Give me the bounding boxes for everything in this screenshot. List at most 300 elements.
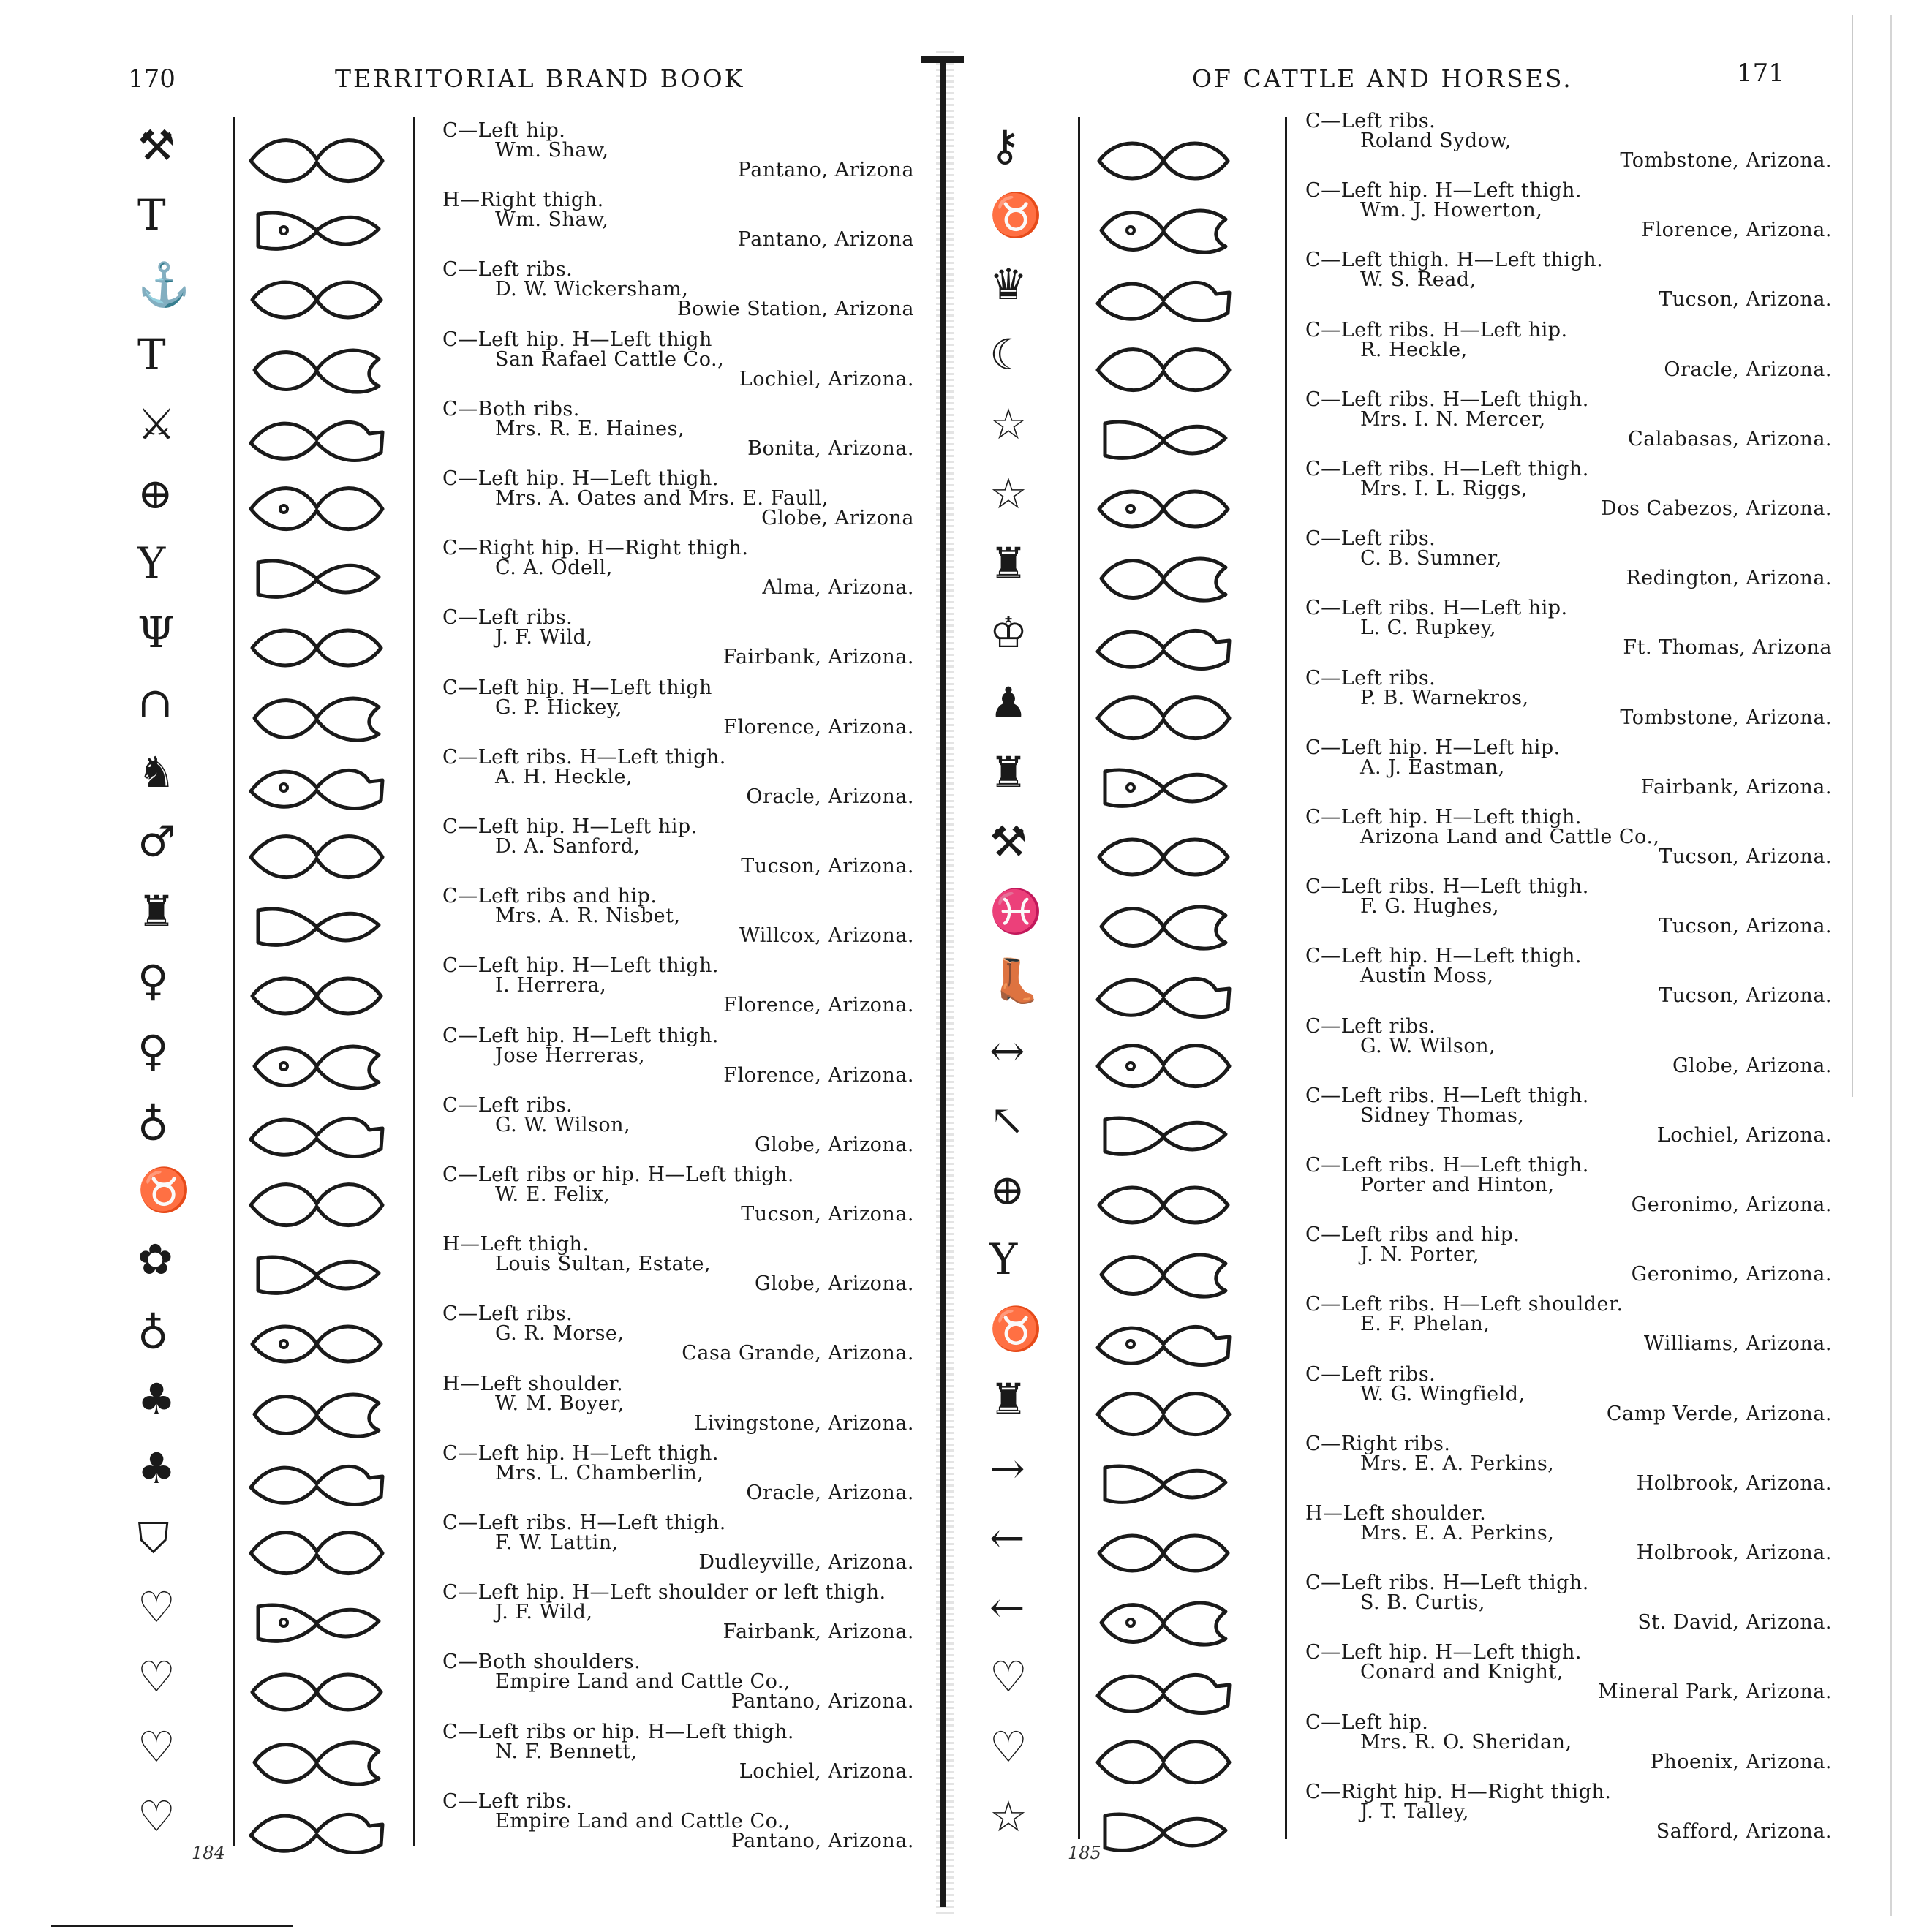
brand-mark-glyph: ⚓	[137, 260, 191, 310]
left-brand-figure-icon	[240, 828, 393, 886]
brand-registration: C—Left hip. H—Left thigh.	[442, 954, 719, 978]
owner-location: Safford, Arizona.	[1656, 1819, 1832, 1843]
owner-location: Lochiel, Arizona.	[739, 1759, 914, 1783]
owner-location: Tombstone, Arizona.	[1620, 706, 1832, 729]
brand-mark-glyph: ☾	[989, 329, 1027, 380]
owner-location: Fairbank, Arizona.	[723, 646, 914, 669]
brand-mark-glyph: ↖	[989, 1095, 1025, 1145]
owner-location: Florence, Arizona.	[1641, 219, 1832, 242]
brand-mark-glyph: ♁	[137, 1095, 169, 1145]
brand-mark-glyph: ⚔	[137, 399, 176, 449]
brand-entry	[442, 817, 914, 876]
brand-registration: C—Left ribs. H—Left hip.	[1305, 597, 1568, 620]
brand-mark-glyph: ∩	[137, 677, 173, 728]
owner-location: Tombstone, Arizona.	[1620, 149, 1832, 172]
owner-name: A. H. Heckle,	[495, 765, 633, 788]
brand-entry	[1305, 597, 1832, 660]
brand-registration: C—Left ribs. H—Left thigh.	[1305, 1571, 1589, 1595]
brand-registration: C—Left hip. H—Left thigh.	[1305, 806, 1582, 829]
owner-location: Oracle, Arizona.	[746, 1481, 914, 1504]
left-brand-figure-icon	[240, 758, 393, 817]
brand-entry	[1305, 1016, 1832, 1076]
brand-entry	[1305, 390, 1832, 449]
owner-name: Jose Herreras,	[495, 1044, 646, 1067]
owner-location: Pantano, Arizona.	[731, 1690, 914, 1713]
left-brand-figure-icon	[240, 341, 393, 399]
owner-location: Holbrook, Arizona.	[1636, 1542, 1832, 1564]
brand-entry	[1305, 320, 1832, 380]
brand-registration: C—Left ribs.	[442, 1789, 573, 1813]
brand-entry	[442, 1513, 914, 1572]
brand-mark-glyph: ♡	[137, 1582, 176, 1633]
right-brand-figure-icon	[1087, 689, 1240, 747]
owner-location: Calabasas, Arizona.	[1628, 427, 1832, 450]
owner-name: Louis Sultan, Estate,	[495, 1253, 712, 1276]
owner-location: Tucson, Arizona.	[1659, 915, 1832, 938]
owner-location: Oracle, Arizona.	[1664, 358, 1832, 381]
brand-entry	[1305, 668, 1832, 728]
owner-name: Sidney Thomas,	[1360, 1103, 1525, 1127]
brand-entry	[442, 886, 914, 946]
right-brand-figure-icon	[1087, 1593, 1240, 1652]
brand-registration: C—Left hip.	[442, 119, 566, 142]
brand-mark-glyph: ♛	[989, 260, 1027, 310]
brand-entry	[1305, 111, 1832, 170]
owner-location: Williams, Arizona.	[1643, 1332, 1832, 1356]
left-brand-figure-icon	[240, 1106, 393, 1165]
left-brand-figure-icon	[240, 549, 393, 608]
brand-mark-glyph: ♜	[137, 886, 176, 937]
right-page	[943, 0, 1916, 1932]
owner-name: W. S. Read,	[1360, 268, 1476, 292]
owner-location: Redington, Arizona.	[1626, 567, 1832, 590]
owner-location: Florence, Arizona.	[723, 1063, 914, 1087]
owner-location: St. David, Arizona.	[1637, 1611, 1832, 1634]
right-page-number: 171	[1737, 59, 1784, 88]
owner-location: Alma, Arizona.	[762, 576, 914, 600]
brand-registration: C—Left thigh. H—Left thigh.	[1305, 249, 1604, 272]
right-brand-figure-icon	[1087, 1524, 1240, 1582]
owner-location: Pantano, Arizona	[737, 159, 914, 181]
owner-location: Camp Verde, Arizona.	[1606, 1402, 1832, 1425]
owner-name: G. W. Wilson,	[1360, 1034, 1496, 1057]
owner-name: I. Herrera,	[495, 974, 607, 997]
brand-entry	[442, 330, 914, 389]
brand-entry	[442, 1789, 914, 1852]
brand-entry	[1305, 249, 1832, 312]
owner-name: R. Heckle,	[1360, 338, 1468, 361]
brand-mark-glyph: ☆	[989, 399, 1027, 449]
brand-mark-glyph: ♡	[989, 1652, 1027, 1702]
brand-entry	[442, 260, 914, 319]
owner-name: E. F. Phelan,	[1360, 1313, 1490, 1336]
brand-entry	[1305, 1294, 1832, 1354]
right-brand-figure-icon	[1087, 271, 1240, 329]
brand-registration: H—Left shoulder.	[442, 1372, 624, 1395]
right-brand-figure-icon	[1087, 1315, 1240, 1373]
brand-registration: C—Left ribs. H—Left thigh.	[1305, 388, 1589, 411]
brand-registration: C—Right hip. H—Right thigh.	[1305, 1780, 1612, 1803]
brand-registration: C—Both shoulders.	[442, 1650, 641, 1674]
owner-name: Empire Land and Cattle Co.,	[495, 1670, 791, 1694]
owner-name: J. F. Wild,	[495, 626, 593, 649]
brand-mark-glyph: 👢	[989, 956, 1043, 1006]
owner-name: A. J. Eastman,	[1360, 755, 1505, 779]
owner-location: Tucson, Arizona.	[741, 855, 914, 878]
brand-mark-glyph: ♜	[989, 747, 1027, 797]
owner-location: Livingstone, Arizona.	[694, 1411, 914, 1435]
brand-registration: C—Both ribs.	[442, 397, 580, 420]
brand-mark-glyph: ⚷	[989, 121, 1021, 170]
brand-mark-glyph: T	[137, 329, 166, 380]
brand-entry	[442, 1234, 914, 1294]
left-brand-figure-icon	[240, 1733, 393, 1792]
left-folio-mark: 184	[192, 1843, 225, 1863]
brand-mark-glyph: ♉	[137, 1165, 191, 1215]
brand-entry	[442, 1026, 914, 1085]
left-brand-figure-icon	[240, 897, 393, 956]
left-brand-figure-icon	[240, 689, 393, 747]
owner-location: Globe, Arizona.	[755, 1133, 914, 1156]
owner-name: Empire Land and Cattle Co.,	[495, 1809, 791, 1833]
owner-location: Bonita, Arizona.	[747, 437, 914, 460]
owner-location: Phoenix, Arizona.	[1650, 1750, 1832, 1773]
owner-location: Florence, Arizona.	[723, 715, 914, 739]
left-brand-figure-icon	[240, 1176, 393, 1234]
owner-name: San Rafael Cattle Co.,	[495, 347, 725, 371]
bottom-rule	[51, 1925, 293, 1927]
brand-registration: C—Left ribs. H—Left thigh.	[442, 745, 726, 769]
owner-location: Fairbank, Arizona.	[723, 1620, 914, 1644]
right-column-rule-2	[1285, 117, 1287, 1839]
brand-registration: C—Left hip. H—Left thigh.	[1305, 1641, 1582, 1664]
right-brand-figure-icon	[1087, 1037, 1240, 1095]
brand-entry	[1305, 1434, 1832, 1493]
owner-name: Conard and Knight,	[1360, 1661, 1564, 1684]
brand-entry	[1305, 1362, 1832, 1425]
left-brand-figure-icon	[240, 1524, 393, 1582]
owner-name: N. F. Bennett,	[495, 1740, 638, 1763]
brand-entry	[1305, 529, 1832, 588]
brand-registration: C—Left hip.	[1305, 1710, 1429, 1734]
brand-mark-glyph: ✿	[137, 1234, 173, 1285]
owner-name: Mrs. A. Oates and Mrs. E. Faull,	[495, 487, 829, 510]
left-brand-figure-icon	[240, 271, 393, 329]
owner-location: Geronimo, Arizona.	[1631, 1193, 1832, 1216]
left-brand-figure-icon	[240, 480, 393, 538]
brand-entry	[1305, 181, 1832, 240]
brand-mark-glyph: ♜	[989, 1373, 1027, 1424]
right-brand-figure-icon	[1087, 1733, 1240, 1792]
right-brand-figure-icon	[1087, 132, 1240, 190]
brand-mark-glyph: ♉	[989, 190, 1043, 241]
owner-location: Mineral Park, Arizona.	[1598, 1680, 1832, 1704]
left-brand-figure-icon	[240, 1663, 393, 1721]
brand-entry	[442, 1441, 914, 1504]
owner-name: W. M. Boyer,	[495, 1392, 625, 1415]
brand-registration: C—Left ribs.	[442, 258, 573, 282]
left-brand-figure-icon	[240, 1803, 393, 1861]
left-brand-figure-icon	[240, 1385, 393, 1444]
brand-entry	[442, 469, 914, 528]
owner-location: Tucson, Arizona.	[1659, 845, 1832, 868]
brand-mark-glyph: ⊕	[137, 469, 173, 518]
brand-mark-glyph: ♁	[137, 1304, 169, 1354]
owner-location: Globe, Arizona	[761, 507, 914, 529]
brand-registration: H—Right thigh.	[442, 189, 604, 212]
right-brand-figure-icon	[1087, 828, 1240, 886]
owner-name: Mrs. I. L. Riggs,	[1360, 478, 1528, 500]
brand-mark-glyph: ♣	[137, 1373, 176, 1424]
right-brand-figure-icon	[1087, 1106, 1240, 1165]
owner-name: G. P. Hickey,	[495, 695, 623, 719]
owner-name: Porter and Hinton,	[1360, 1174, 1555, 1196]
owner-name: Mrs. E. A. Perkins,	[1360, 1522, 1555, 1544]
brand-mark-glyph: ⚒	[989, 817, 1027, 867]
right-brand-figure-icon	[1087, 1663, 1240, 1721]
brand-entry	[1305, 945, 1832, 1008]
owner-name: Mrs. L. Chamberlin,	[495, 1461, 704, 1484]
owner-name: Roland Sydow,	[1360, 129, 1512, 152]
brand-mark-glyph: T	[137, 190, 166, 241]
right-brand-figure-icon	[1087, 619, 1240, 677]
owner-location: Fairbank, Arizona.	[1640, 775, 1832, 799]
brand-registration: C—Left ribs. H—Left thigh.	[1305, 1084, 1589, 1107]
brand-entry	[442, 608, 914, 667]
brand-registration: C—Left hip. H—Left thigh.	[1305, 179, 1582, 203]
left-brand-figure-icon	[240, 1037, 393, 1095]
left-column-rule-2	[413, 117, 415, 1846]
owner-name: C. A. Odell,	[495, 556, 613, 580]
owner-location: Globe, Arizona.	[1672, 1054, 1832, 1077]
right-brand-figure-icon	[1087, 1385, 1240, 1444]
right-brand-figure-icon	[1087, 549, 1240, 608]
brand-entry	[1305, 1225, 1832, 1284]
right-brand-figure-icon	[1087, 410, 1240, 469]
brand-registration: C—Left hip. H—Left hip.	[1305, 736, 1561, 759]
brand-mark-glyph: →	[989, 1443, 1025, 1493]
owner-name: Mrs. R. O. Sheridan,	[1360, 1730, 1572, 1754]
brand-registration: C—Left ribs.	[1305, 110, 1436, 132]
owner-name: D. W. Wickersham,	[495, 278, 689, 301]
owner-name: P. B. Warnekros,	[1360, 686, 1529, 709]
right-brand-figure-icon	[1087, 201, 1240, 260]
owner-name: W. E. Felix,	[495, 1183, 611, 1206]
brand-registration: C—Left ribs. H—Left thigh.	[1305, 458, 1589, 480]
brand-registration: C—Left ribs.	[442, 606, 573, 630]
brand-registration: C—Left hip. H—Left hip.	[442, 815, 698, 838]
brand-mark-glyph: ♞	[137, 747, 176, 797]
brand-registration: C—Left hip. H—Left shoulder or left thigh.	[442, 1581, 886, 1604]
brand-entry	[1305, 1503, 1832, 1563]
owner-location: Lochiel, Arizona.	[1656, 1123, 1832, 1147]
brand-registration: C—Left ribs. H—Left thigh.	[1305, 1154, 1589, 1177]
brand-registration: C—Left ribs.	[1305, 1014, 1436, 1038]
brand-entry	[1305, 1642, 1832, 1702]
brand-entry	[1305, 807, 1832, 867]
owner-name: J. T. Talley,	[1360, 1800, 1470, 1823]
left-page	[0, 0, 943, 1932]
brand-entry	[442, 1095, 914, 1155]
brand-entry	[1305, 877, 1832, 936]
owner-location: Pantano, Arizona	[737, 228, 914, 252]
owner-name: Austin Moss,	[1360, 965, 1494, 988]
brand-entry	[442, 747, 914, 807]
brand-registration: C—Right ribs.	[1305, 1432, 1451, 1455]
brand-mark-glyph: ♂	[137, 817, 176, 867]
brand-registration: C—Left ribs or hip. H—Left thigh.	[442, 1163, 794, 1186]
brand-registration: C—Left hip. H—Left thigh	[442, 328, 712, 351]
brand-mark-glyph: ♡	[137, 1791, 176, 1841]
owner-name: D. A. Sanford,	[495, 835, 641, 858]
brand-mark-glyph: Y	[137, 538, 166, 589]
owner-name: S. B. Curtis,	[1360, 1591, 1486, 1615]
left-brand-figure-icon	[240, 201, 393, 260]
brand-mark-glyph: ♀	[137, 1025, 169, 1076]
owner-name: Mrs. R. E. Haines,	[495, 417, 685, 440]
right-brand-figure-icon	[1087, 758, 1240, 817]
brand-entry	[442, 537, 914, 600]
owner-name: G. W. Wilson,	[495, 1113, 631, 1136]
owner-name: Wm. Shaw,	[495, 208, 609, 232]
brand-registration: C—Left ribs. H—Left shoulder.	[1305, 1293, 1623, 1316]
brand-mark-glyph: ←	[989, 1513, 1025, 1563]
owner-location: Pantano, Arizona.	[731, 1829, 914, 1852]
brand-entry	[1305, 1710, 1832, 1773]
brand-registration: H—Left shoulder.	[1305, 1502, 1487, 1525]
right-brand-figure-icon	[1087, 897, 1240, 956]
left-brand-figure-icon	[240, 410, 393, 469]
brand-mark-glyph: ♡	[137, 1721, 176, 1772]
brand-entry	[1305, 1155, 1832, 1215]
brand-entry	[442, 1374, 914, 1433]
brand-registration: C—Left ribs. H—Left thigh.	[1305, 875, 1589, 899]
right-brand-figure-icon	[1087, 1245, 1240, 1304]
brand-entry	[442, 1582, 914, 1642]
brand-entry	[1305, 1782, 1832, 1841]
scan-edge-line-outer	[1890, 15, 1892, 1916]
brand-registration: C—Left ribs. H—Left hip.	[1305, 318, 1568, 342]
brand-mark-glyph: ♀	[137, 956, 169, 1006]
owner-location: Casa Grande, Arizona.	[682, 1342, 914, 1365]
left-brand-figure-icon	[240, 967, 393, 1025]
left-brand-figure-icon	[240, 1593, 393, 1652]
left-column-rule-1	[233, 117, 235, 1846]
brand-entry	[442, 189, 914, 252]
brand-registration: C—Left ribs.	[1305, 666, 1436, 690]
brand-mark-glyph: ☆	[989, 1791, 1027, 1841]
owner-name: Wm. J. Howerton,	[1360, 199, 1543, 222]
owner-location: Ft. Thomas, Arizona	[1623, 636, 1832, 660]
brand-entry	[442, 121, 914, 180]
owner-name: F. W. Lattin,	[495, 1531, 619, 1554]
brand-mark-glyph: ♟	[989, 677, 1027, 728]
owner-name: Wm. Shaw,	[495, 139, 609, 162]
brand-mark-glyph: ♉	[989, 1304, 1043, 1354]
brand-entry	[442, 399, 914, 459]
brand-mark-glyph: Y	[989, 1234, 1018, 1285]
owner-name: J. N. Porter,	[1360, 1243, 1480, 1267]
brand-mark-glyph: Ψ	[137, 608, 175, 658]
owner-location: Oracle, Arizona.	[746, 785, 914, 808]
owner-name: Mrs. A. R. Nisbet,	[495, 905, 681, 928]
brand-entry	[1305, 738, 1832, 797]
brand-registration: C—Left hip. H—Left thigh.	[442, 1024, 719, 1047]
owner-location: Dudleyville, Arizona.	[698, 1551, 914, 1574]
left-brand-figure-icon	[240, 132, 393, 190]
owner-location: Tucson, Arizona.	[741, 1203, 914, 1226]
right-column-rule-1	[1078, 117, 1080, 1839]
brand-registration: C—Left hip. H—Left thigh.	[442, 1441, 719, 1465]
owner-name: Mrs. I. N. Mercer,	[1360, 407, 1546, 431]
brand-entry	[1305, 1573, 1832, 1632]
left-brand-figure-icon	[240, 1245, 393, 1304]
brand-mark-glyph: ♣	[137, 1443, 176, 1493]
brand-mark-glyph: ♡	[137, 1652, 176, 1702]
brand-mark-glyph: ⚒	[137, 121, 176, 170]
brand-mark-glyph: ↔	[989, 1025, 1025, 1076]
brand-mark-glyph: ⛉	[137, 1513, 170, 1563]
owner-location: Globe, Arizona.	[755, 1272, 914, 1296]
brand-entry	[442, 678, 914, 737]
brand-entry	[442, 956, 914, 1015]
brand-mark-glyph: ☆	[989, 469, 1027, 518]
owner-location: Bowie Station, Arizona	[676, 298, 914, 321]
brand-registration: C—Left ribs.	[1305, 527, 1436, 551]
brand-registration: C—Left ribs.	[442, 1093, 573, 1117]
brand-mark-glyph: ←	[989, 1582, 1025, 1633]
brand-registration: C—Left hip. H—Left thigh.	[1305, 945, 1582, 968]
brand-mark-glyph: ♓	[989, 886, 1043, 937]
owner-location: Geronimo, Arizona.	[1631, 1263, 1832, 1286]
brand-registration: C—Left ribs. H—Left thigh.	[442, 1512, 726, 1534]
brand-mark-glyph: ⊕	[989, 1165, 1025, 1215]
brand-mark-glyph: ♡	[989, 1721, 1027, 1772]
brand-entry	[442, 1652, 914, 1711]
left-brand-figure-icon	[240, 1454, 393, 1513]
brand-mark-glyph: ♜	[989, 538, 1027, 589]
left-brand-figure-icon	[240, 1315, 393, 1373]
left-page-number: 170	[128, 64, 176, 94]
brand-registration: C—Left ribs and hip.	[1305, 1223, 1520, 1247]
brand-entry	[1305, 459, 1832, 518]
right-brand-figure-icon	[1087, 1803, 1240, 1861]
brand-registration: C—Right hip. H—Right thigh.	[442, 537, 749, 560]
brand-entry	[1305, 1086, 1832, 1145]
brand-entry	[442, 1165, 914, 1224]
brand-registration: C—Left ribs.	[442, 1302, 573, 1326]
brand-registration: C—Left ribs or hip. H—Left thigh.	[442, 1720, 794, 1743]
owner-location: Dos Cabezos, Arizona.	[1601, 497, 1832, 520]
brand-registration: C—Left hip. H—Left thigh	[442, 676, 712, 699]
owner-name: J. F. Wild,	[495, 1601, 593, 1624]
brand-entry	[442, 1304, 914, 1363]
right-brand-figure-icon	[1087, 1176, 1240, 1234]
brand-registration: H—Left thigh.	[442, 1233, 589, 1256]
left-running-title: TERRITORIAL BRAND BOOK	[335, 64, 745, 93]
owner-name: W. G. Wingfield,	[1360, 1382, 1525, 1405]
owner-name: F. G. Hughes,	[1360, 895, 1499, 918]
owner-location: Holbrook, Arizona.	[1636, 1471, 1832, 1495]
owner-location: Florence, Arizona.	[723, 994, 914, 1017]
owner-name: L. C. Rupkey,	[1360, 616, 1497, 640]
owner-location: Tucson, Arizona.	[1659, 984, 1832, 1008]
brand-registration: C—Left ribs and hip.	[442, 885, 657, 908]
owner-name: C. B. Sumner,	[1360, 547, 1502, 570]
owner-location: Willcox, Arizona.	[739, 924, 914, 948]
brand-entry	[442, 1722, 914, 1781]
right-folio-mark: 185	[1068, 1843, 1101, 1863]
